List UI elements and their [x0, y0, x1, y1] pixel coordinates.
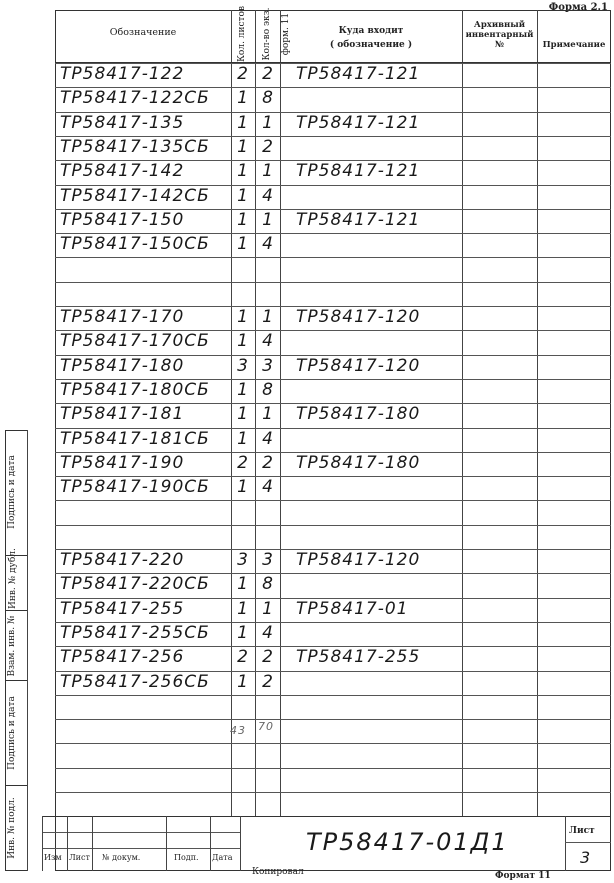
- row-where-used: ТР58417-120: [296, 355, 421, 376]
- row-sheets: 1: [237, 598, 249, 619]
- row-sheets: 1: [237, 161, 249, 182]
- tb-date: Дата: [212, 853, 233, 862]
- row-designation: ТР58417-181СБ: [60, 428, 210, 449]
- header-archive: Архивный инвентарный №: [465, 20, 534, 50]
- left-label-1: Подпись и дата: [7, 455, 17, 529]
- row-qty: 1: [262, 307, 274, 327]
- row-where-used: ТР58417-121: [296, 112, 421, 133]
- title-col-0: [42, 816, 43, 871]
- row-sheets: 1: [237, 428, 249, 449]
- row-qty: 8: [262, 379, 274, 400]
- row-designation: ТР58417-256: [60, 647, 185, 668]
- row-line: [55, 257, 611, 258]
- row-sheets: 3: [237, 355, 249, 376]
- sheet-box-line: [565, 842, 611, 843]
- row-designation: ТР58417-150: [60, 209, 185, 230]
- row-line: [55, 792, 611, 793]
- row-qty: 4: [262, 234, 274, 255]
- header-format: форм. 11: [281, 12, 291, 56]
- row-sheets: 1: [237, 307, 249, 327]
- row-line: [55, 719, 611, 720]
- tb-izm: Изм: [44, 853, 62, 862]
- row-sheets: 1: [237, 331, 249, 352]
- tb-list: Лист: [69, 853, 90, 862]
- row-line: [55, 768, 611, 769]
- header-designation: Обозначение: [109, 27, 177, 38]
- row-qty: 2: [262, 64, 274, 84]
- header-notes: Примечание: [542, 40, 606, 50]
- row-line: [55, 695, 611, 696]
- row-qty: 1: [262, 404, 274, 425]
- row-sheets: 1: [237, 234, 249, 255]
- row-designation: ТР58417-255: [60, 598, 185, 619]
- row-qty: 1: [262, 112, 274, 133]
- row-where-used: ТР58417-120: [296, 307, 421, 327]
- row-sheets: 2: [237, 64, 249, 84]
- title-col-2: [92, 816, 93, 871]
- tb-sign: Подп.: [174, 853, 199, 862]
- total-sheets: 43: [230, 724, 246, 737]
- row-designation: ТР58417-180СБ: [60, 379, 210, 400]
- row-designation: ТР58417-122: [60, 64, 185, 84]
- row-sheets: 1: [237, 622, 249, 643]
- row-designation: ТР58417-142СБ: [60, 185, 210, 206]
- title-col-1: [67, 816, 68, 871]
- left-label-3: Взам. инв. №: [7, 615, 17, 677]
- row-designation: ТР58417-170СБ: [60, 331, 210, 352]
- row-designation: ТР58417-180: [60, 355, 185, 376]
- left-label-4: Подпись и дата: [7, 696, 17, 770]
- row-designation: ТР58417-220СБ: [60, 574, 210, 595]
- row-line: [55, 500, 611, 501]
- row-where-used: ТР58417-255: [296, 647, 421, 668]
- row-qty: 8: [262, 574, 274, 595]
- title-col-5: [240, 816, 241, 871]
- row-where-used: ТР58417-180: [296, 452, 421, 473]
- row-sheets: 1: [237, 209, 249, 230]
- row-designation: ТР58417-142: [60, 161, 185, 182]
- row-designation: ТР58417-220: [60, 550, 185, 570]
- tb-doc-code: ТР58417-01Д1: [306, 828, 509, 856]
- row-sheets: 1: [237, 185, 249, 206]
- row-sheets: 1: [237, 671, 249, 692]
- row-designation: ТР58417-170: [60, 307, 185, 327]
- footer-copied: Копировал: [252, 867, 304, 877]
- tb-sheet-no: 3: [580, 848, 592, 867]
- row-designation: ТР58417-256СБ: [60, 671, 210, 692]
- left-label-5: Инв. № подл.: [7, 797, 17, 859]
- row-designation: ТР58417-135СБ: [60, 136, 210, 157]
- row-sheets: 1: [237, 574, 249, 595]
- row-qty: 1: [262, 209, 274, 230]
- row-designation: ТР58417-190СБ: [60, 477, 210, 498]
- left-divider-2: [5, 610, 27, 611]
- row-qty: 8: [262, 88, 274, 109]
- row-qty: 3: [262, 355, 274, 376]
- row-qty: 2: [262, 136, 274, 157]
- row-designation: ТР58417-255СБ: [60, 622, 210, 643]
- row-line: [55, 525, 611, 526]
- row-designation: ТР58417-190: [60, 452, 185, 473]
- row-qty: 2: [262, 452, 274, 473]
- footer-format: Формат 11: [495, 871, 551, 881]
- row-qty: 3: [262, 550, 274, 570]
- row-sheets: 2: [237, 647, 249, 668]
- row-sheets: 1: [237, 404, 249, 425]
- row-qty: 2: [262, 671, 274, 692]
- left-strip-inner: [27, 430, 28, 871]
- row-sheets: 3: [237, 550, 249, 570]
- title-top-line: [42, 816, 611, 817]
- row-sheets: 2: [237, 452, 249, 473]
- title-col-6: [565, 816, 566, 871]
- title-col-3: [166, 816, 167, 871]
- row-sheets: 1: [237, 88, 249, 109]
- header-sheets: Кол. листов: [237, 5, 247, 63]
- row-qty: 1: [262, 161, 274, 182]
- row-designation: ТР58417-122СБ: [60, 88, 210, 109]
- left-divider-4: [5, 785, 27, 786]
- row-sheets: 1: [237, 379, 249, 400]
- row-qty: 4: [262, 622, 274, 643]
- row-qty: 4: [262, 477, 274, 498]
- row-where-used: ТР58417-121: [296, 209, 421, 230]
- total-qty: 70: [258, 720, 274, 733]
- row-where-used: ТР58417-121: [296, 64, 421, 84]
- row-designation: ТР58417-150СБ: [60, 234, 210, 255]
- row-where-used: ТР58417-01: [296, 598, 409, 619]
- title-col-4: [210, 816, 211, 871]
- left-divider-3: [5, 680, 27, 681]
- row-qty: 4: [262, 331, 274, 352]
- row-where-used: ТР58417-180: [296, 404, 421, 425]
- form-label: Форма 2.1: [548, 2, 608, 13]
- row-sheets: 1: [237, 136, 249, 157]
- row-line: [55, 282, 611, 283]
- header-where-used: Куда входит: [338, 26, 404, 36]
- row-where-used: ТР58417-120: [296, 550, 421, 570]
- tb-doc-no: № докум.: [102, 853, 141, 862]
- row-where-used: ТР58417-121: [296, 161, 421, 182]
- row-qty: 4: [262, 428, 274, 449]
- header-qty: Кол-во экз.: [262, 7, 272, 61]
- tb-sheet-label: Лист: [569, 826, 595, 836]
- row-sheets: 1: [237, 112, 249, 133]
- row-sheets: 1: [237, 477, 249, 498]
- header-where-used-sub: ( обозначение ): [329, 40, 413, 50]
- row-line: [55, 743, 611, 744]
- row-designation: ТР58417-135: [60, 112, 185, 133]
- row-qty: 4: [262, 185, 274, 206]
- row-qty: 2: [262, 647, 274, 668]
- row-qty: 1: [262, 598, 274, 619]
- left-label-2: Инв. № дубл.: [8, 548, 18, 609]
- row-designation: ТР58417-181: [60, 404, 185, 425]
